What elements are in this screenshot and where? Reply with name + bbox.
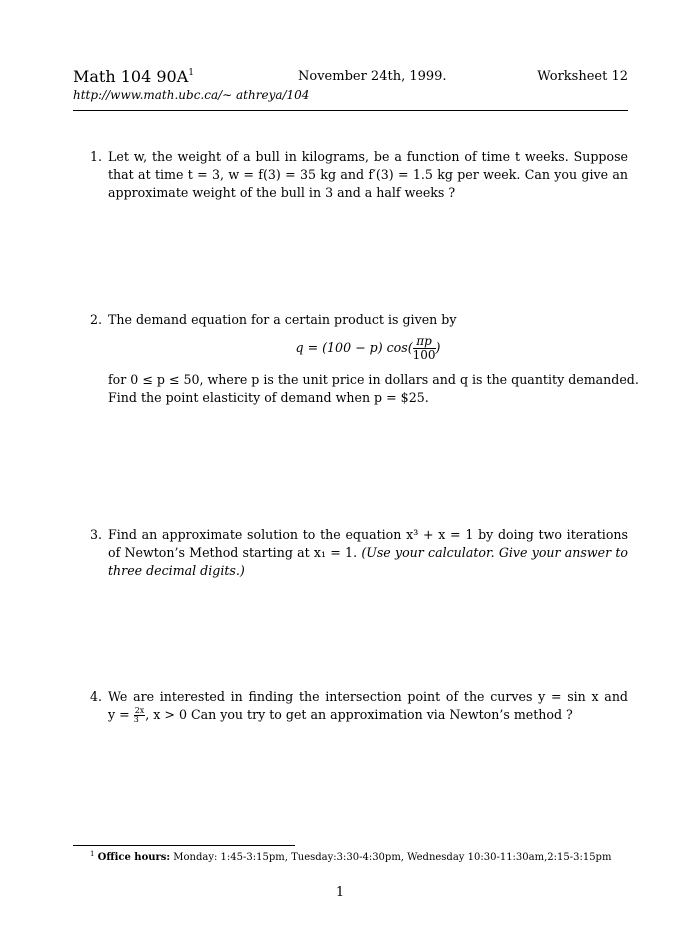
- footnote-text: Monday: 1:45-3:15pm, Tuesday:3:30-4:30pm, Wednesday 10:30-11:30am,2:15-3:15pm: [173, 852, 612, 863]
- equation-fraction: $\frac{\pi p}{100}$: [412, 334, 436, 362]
- problem-text-line: Find the point elasticity of demand when p = $25.: [108, 390, 429, 405]
- header-rule: [73, 110, 628, 111]
- footnote: $^1$ Office hours: Monday: 1:45-3:15pm, Tuesday:3:30-4:30pm, Wednesday 10:30-11:30am,2:15-3:15pm: [90, 850, 612, 863]
- problem-number: 2.: [90, 312, 103, 327]
- problem-1: [90, 148, 628, 202]
- problem-text-line: We are interested in finding the intersection point of the curves y = sin x and: [108, 689, 628, 704]
- problem-number: 1.: [90, 149, 103, 164]
- course-url[interactable]: http://www.math.ubc.ca/∼ athreya/104: [73, 88, 310, 102]
- problem-text-line: Find an approximate solution to the equation x³ + x = 1 by doing two iterations: [108, 527, 628, 542]
- demand-equation: [108, 335, 628, 365]
- worksheet-label: Worksheet 12: [537, 69, 628, 84]
- problem-number: 4.: [90, 689, 103, 704]
- problem-4: [90, 688, 628, 724]
- footnote-rule: [73, 845, 295, 846]
- problem-text-line: The demand equation for a certain product is given by: [108, 312, 457, 327]
- equation-right: ): [435, 340, 441, 355]
- footnote-label: Office hours:: [97, 852, 171, 863]
- problem-text-line: y = $\frac{2x}{3}$ , x > 0 Can you try to get an approximation via Newton’s method ?: [108, 706, 573, 724]
- problem-text-line: approximate weight of the bull in 3 and a half weeks ?: [108, 185, 456, 200]
- problem-3: [90, 526, 628, 580]
- problem-2: [90, 311, 639, 407]
- problem-text-line: three decimal digits.): [108, 563, 245, 578]
- date: November 24th, 1999.: [298, 69, 447, 84]
- problem-number: 3.: [90, 527, 103, 542]
- course-title: Math 104 $90A^1$: [73, 67, 195, 86]
- problem-text-line: for 0 ≤ p ≤ 50, where p is the unit price in dollars and q is the quantity demanded.: [108, 372, 639, 387]
- page-number: 1: [335, 885, 345, 900]
- inline-fraction: $\frac{2x}{3}$: [133, 706, 145, 724]
- problem-text-line: that at time t = 3, w = f(3) = 35 kg and f′(3) = 1.5 kg per week. Can you give an: [108, 167, 628, 182]
- footnote-mark: 1: [188, 68, 195, 78]
- problem-text-line: Let w, the weight of a bull in kilograms, be a function of time t weeks. Suppose: [108, 149, 628, 164]
- equation-left: q = (100 − p) cos(: [295, 340, 413, 355]
- problem-text-line: of Newton’s Method starting at x₁ = 1. (Use your calculator. Give your answer to: [108, 545, 628, 560]
